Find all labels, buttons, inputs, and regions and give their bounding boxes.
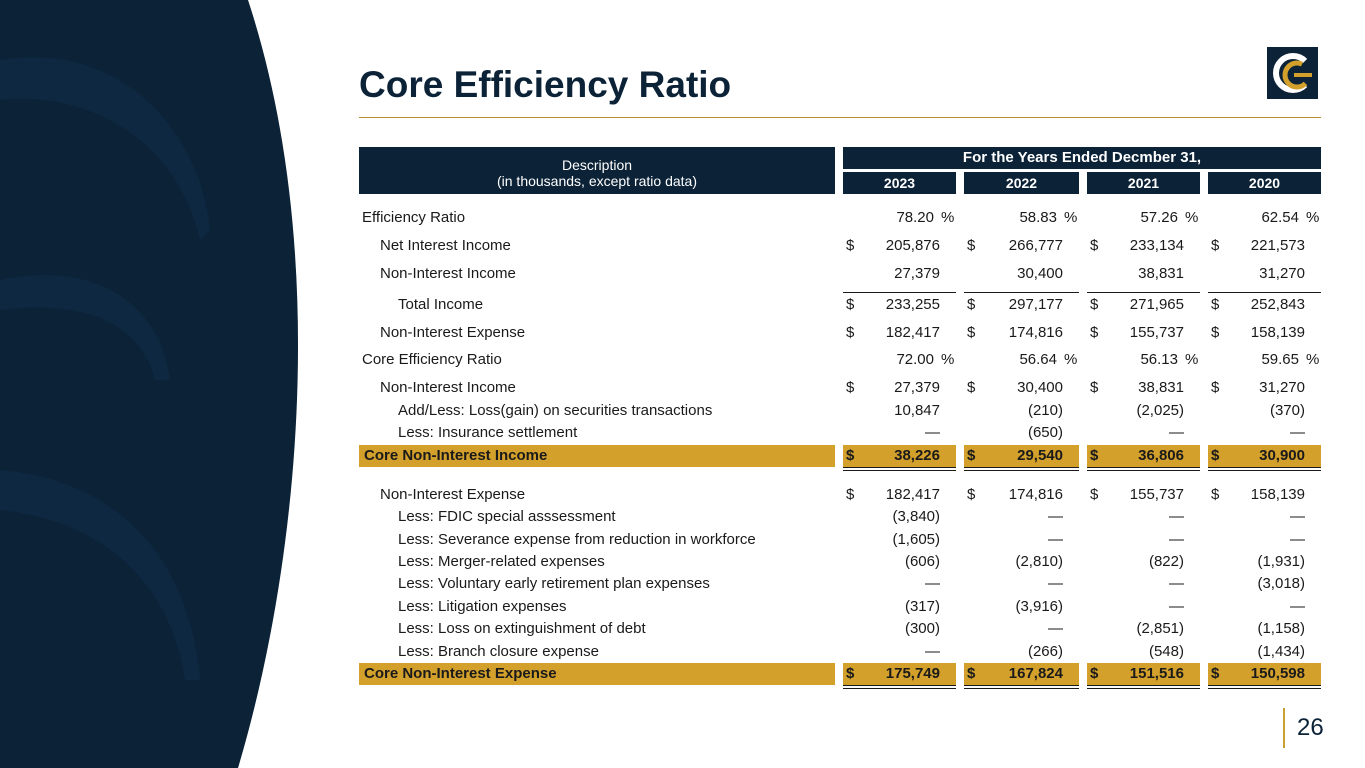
percent-symbol: %	[941, 351, 955, 368]
value-cell-2020: (3,018)	[1257, 575, 1305, 592]
value-cell-2021: (822)	[1148, 553, 1184, 570]
value-cell-2022: 297,177	[1008, 296, 1063, 313]
value-cell-2020: (1,158)	[1257, 620, 1305, 637]
value-cell-2020: 221,573	[1250, 237, 1305, 254]
description-header-line2: (in thousands, except ratio data)	[496, 173, 697, 189]
value-cell-2022: 266,777	[1008, 237, 1063, 254]
value-cell-2021: —	[1169, 508, 1184, 525]
value-cell-2020: —	[1290, 598, 1305, 615]
row-label: Core Efficiency Ratio	[362, 351, 502, 368]
value-cell-2022: 30,400	[1017, 265, 1063, 282]
table-row-less-litigation	[359, 597, 1321, 619]
table-row-less-severance	[359, 530, 1321, 552]
currency-symbol: $	[967, 486, 976, 503]
value-cell-2020: (370)	[1269, 402, 1305, 419]
value-cell-2020: 31,270	[1259, 265, 1305, 282]
value-cell-2023: 175,749	[885, 665, 940, 682]
table-row-add-less-securities	[359, 401, 1321, 423]
total-underline	[1208, 292, 1321, 293]
value-cell-2023: (317)	[904, 598, 940, 615]
total-underline	[843, 292, 956, 293]
value-cell-2023: —	[925, 575, 940, 592]
percent-symbol: %	[1064, 209, 1078, 226]
value-cell-2022: 174,816	[1008, 486, 1063, 503]
row-label: Less: Litigation expenses	[398, 598, 567, 615]
total-underline	[843, 688, 956, 689]
value-cell-2020: —	[1290, 531, 1305, 548]
currency-symbol: $	[1090, 665, 1099, 682]
row-label: Add/Less: Loss(gain) on securities transactions	[398, 402, 713, 419]
value-cell-2022: (3,916)	[1015, 598, 1063, 615]
value-cell-2023: 78.20	[896, 209, 934, 226]
table-row-less-insurance	[359, 423, 1321, 445]
total-underline	[1087, 292, 1200, 293]
value-cell-2021: —	[1169, 598, 1184, 615]
total-underline	[1208, 688, 1321, 689]
value-cell-2023: —	[925, 424, 940, 441]
total-underline	[843, 467, 956, 468]
row-label: Net Interest Income	[380, 237, 511, 254]
currency-symbol: $	[1090, 296, 1099, 313]
currency-symbol: $	[1211, 379, 1220, 396]
value-cell-2020: (1,434)	[1257, 643, 1305, 660]
value-cell-2023: (606)	[904, 553, 940, 570]
table-row-non-interest-income	[359, 264, 1321, 286]
row-label: Non-Interest Income	[380, 379, 516, 396]
value-cell-2021: 57.26	[1140, 209, 1178, 226]
row-label: Less: Merger-related expenses	[398, 553, 605, 570]
total-underline	[1208, 685, 1321, 686]
currency-symbol: $	[967, 296, 976, 313]
table-row-non-interest-expense-2	[359, 485, 1321, 507]
title-divider	[359, 117, 1321, 118]
period-header: For the Years Ended Decmber 31,	[843, 147, 1321, 169]
total-underline	[964, 467, 1079, 468]
total-underline	[1087, 685, 1200, 686]
value-cell-2022: —	[1048, 575, 1063, 592]
row-label: Non-Interest Expense	[380, 324, 526, 341]
row-label: Less: Voluntary early retirement plan expenses	[398, 575, 710, 592]
row-label: Less: Insurance settlement	[398, 424, 578, 441]
value-cell-2022: —	[1048, 620, 1063, 637]
value-cell-2023: (3,840)	[892, 508, 940, 525]
table-row-core-efficiency-ratio	[359, 350, 1321, 372]
value-cell-2023: 233,255	[885, 296, 940, 313]
value-cell-2022: —	[1048, 531, 1063, 548]
value-cell-2023: (300)	[904, 620, 940, 637]
currency-symbol: $	[1211, 447, 1220, 464]
table-row-less-branch	[359, 642, 1321, 664]
total-underline	[1087, 467, 1200, 468]
year-header-2021: 2021	[1087, 172, 1200, 194]
currency-symbol: $	[1090, 379, 1099, 396]
value-cell-2021: (2,025)	[1136, 402, 1184, 419]
value-cell-2021: —	[1169, 531, 1184, 548]
value-cell-2022: —	[1048, 508, 1063, 525]
currency-symbol: $	[1090, 447, 1099, 464]
value-cell-2021: —	[1169, 575, 1184, 592]
value-cell-2020: 62.54	[1261, 209, 1299, 226]
total-underline	[964, 470, 1079, 471]
currency-symbol: $	[1090, 237, 1099, 254]
row-label: Efficiency Ratio	[362, 209, 466, 226]
value-cell-2020: 59.65	[1261, 351, 1299, 368]
row-label: Core Non-Interest Income	[364, 447, 548, 464]
currency-symbol: $	[846, 486, 855, 503]
value-cell-2020: 252,843	[1250, 296, 1305, 313]
table-row-efficiency-ratio	[359, 208, 1321, 230]
value-cell-2022: 29,540	[1017, 447, 1063, 464]
table-row-non-interest-expense	[359, 323, 1321, 345]
currency-symbol: $	[967, 665, 976, 682]
row-label: Core Non-Interest Expense	[364, 665, 557, 682]
row-label: Total Income	[398, 296, 484, 313]
table-row-less-merger	[359, 552, 1321, 574]
page-number-divider	[1283, 708, 1285, 748]
value-cell-2021: (2,851)	[1136, 620, 1184, 637]
currency-symbol: $	[846, 665, 855, 682]
value-cell-2022: (650)	[1027, 424, 1063, 441]
value-cell-2020: 150,598	[1250, 665, 1305, 682]
value-cell-2020: 158,139	[1250, 486, 1305, 503]
value-cell-2020: 31,270	[1259, 379, 1305, 396]
value-cell-2023: 38,226	[894, 447, 940, 464]
total-underline	[1087, 470, 1200, 471]
table-row-core-non-interest-income	[359, 445, 1321, 467]
value-cell-2023: 182,417	[885, 486, 940, 503]
value-cell-2023: 205,876	[885, 237, 940, 254]
currency-symbol: $	[846, 296, 855, 313]
description-header-line1: Description	[561, 157, 633, 173]
currency-symbol: $	[1090, 324, 1099, 341]
value-cell-2022: 167,824	[1008, 665, 1063, 682]
year-header-2020: 2020	[1208, 172, 1321, 194]
value-cell-2021: (548)	[1148, 643, 1184, 660]
table-row-non-interest-income-2	[359, 378, 1321, 400]
row-label: Less: Branch closure expense	[398, 643, 599, 660]
row-label: Non-Interest Income	[380, 265, 516, 282]
value-cell-2021: 233,134	[1129, 237, 1184, 254]
total-underline	[1208, 467, 1321, 468]
value-cell-2023: (1,605)	[892, 531, 940, 548]
percent-symbol: %	[1306, 209, 1320, 226]
value-cell-2021: 271,965	[1129, 296, 1184, 313]
page-title: Core Efficiency Ratio	[359, 64, 732, 105]
total-underline	[964, 685, 1079, 686]
table-row-net-interest-income	[359, 236, 1321, 258]
value-cell-2020: 30,900	[1259, 447, 1305, 464]
table-row-core-non-interest-expense	[359, 663, 1321, 685]
value-cell-2023: 27,379	[894, 379, 940, 396]
value-cell-2022: 30,400	[1017, 379, 1063, 396]
row-label: Non-Interest Expense	[380, 486, 526, 503]
value-cell-2021: 38,831	[1138, 379, 1184, 396]
currency-symbol: $	[846, 324, 855, 341]
row-label: Less: Loss on extinguishment of debt	[398, 620, 646, 637]
value-cell-2021: 155,737	[1129, 486, 1184, 503]
percent-symbol: %	[941, 209, 955, 226]
value-cell-2023: 27,379	[894, 265, 940, 282]
value-cell-2020: —	[1290, 508, 1305, 525]
company-logo-icon	[1267, 47, 1318, 99]
total-underline	[964, 688, 1079, 689]
currency-symbol: $	[846, 447, 855, 464]
value-cell-2022: (2,810)	[1015, 553, 1063, 570]
row-label: Less: FDIC special asssessment	[398, 508, 616, 525]
value-cell-2021: 56.13	[1140, 351, 1178, 368]
currency-symbol: $	[1211, 665, 1220, 682]
year-header-2023: 2023	[843, 172, 956, 194]
page-number: 26	[1297, 714, 1324, 741]
description-column-header	[359, 147, 835, 194]
value-cell-2022: (266)	[1027, 643, 1063, 660]
value-cell-2022: 174,816	[1008, 324, 1063, 341]
currency-symbol: $	[1211, 237, 1220, 254]
currency-symbol: $	[1211, 486, 1220, 503]
value-cell-2023: 72.00	[896, 351, 934, 368]
currency-symbol: $	[967, 324, 976, 341]
value-cell-2020: 158,139	[1250, 324, 1305, 341]
total-underline	[843, 470, 956, 471]
percent-symbol: %	[1306, 351, 1320, 368]
currency-symbol: $	[846, 237, 855, 254]
currency-symbol: $	[1211, 324, 1220, 341]
value-cell-2021: —	[1169, 424, 1184, 441]
table-row-less-fdic	[359, 507, 1321, 529]
total-underline	[964, 292, 1079, 293]
value-cell-2023: 182,417	[885, 324, 940, 341]
table-row-less-extinguishment	[359, 619, 1321, 641]
percent-symbol: %	[1185, 351, 1199, 368]
total-underline	[843, 685, 956, 686]
year-header-2022: 2022	[964, 172, 1079, 194]
row-label: Less: Severance expense from reduction in workforce	[398, 531, 756, 548]
value-cell-2022: 56.64	[1019, 351, 1057, 368]
percent-symbol: %	[1064, 351, 1078, 368]
percent-symbol: %	[1185, 209, 1199, 226]
value-cell-2022: 58.83	[1019, 209, 1057, 226]
currency-symbol: $	[967, 447, 976, 464]
total-underline	[1087, 688, 1200, 689]
value-cell-2022: (210)	[1027, 402, 1063, 419]
value-cell-2021: 151,516	[1129, 665, 1184, 682]
value-cell-2023: —	[925, 643, 940, 660]
value-cell-2020: (1,931)	[1257, 553, 1305, 570]
value-cell-2021: 36,806	[1138, 447, 1184, 464]
value-cell-2023: 10,847	[894, 402, 940, 419]
value-cell-2021: 155,737	[1129, 324, 1184, 341]
value-cell-2020: —	[1290, 424, 1305, 441]
currency-symbol: $	[846, 379, 855, 396]
total-underline	[1208, 470, 1321, 471]
currency-symbol: $	[967, 379, 976, 396]
table-row-total-income	[359, 295, 1321, 317]
currency-symbol: $	[967, 237, 976, 254]
currency-symbol: $	[1211, 296, 1220, 313]
table-row-less-voluntary	[359, 574, 1321, 596]
currency-symbol: $	[1090, 486, 1099, 503]
value-cell-2021: 38,831	[1138, 265, 1184, 282]
